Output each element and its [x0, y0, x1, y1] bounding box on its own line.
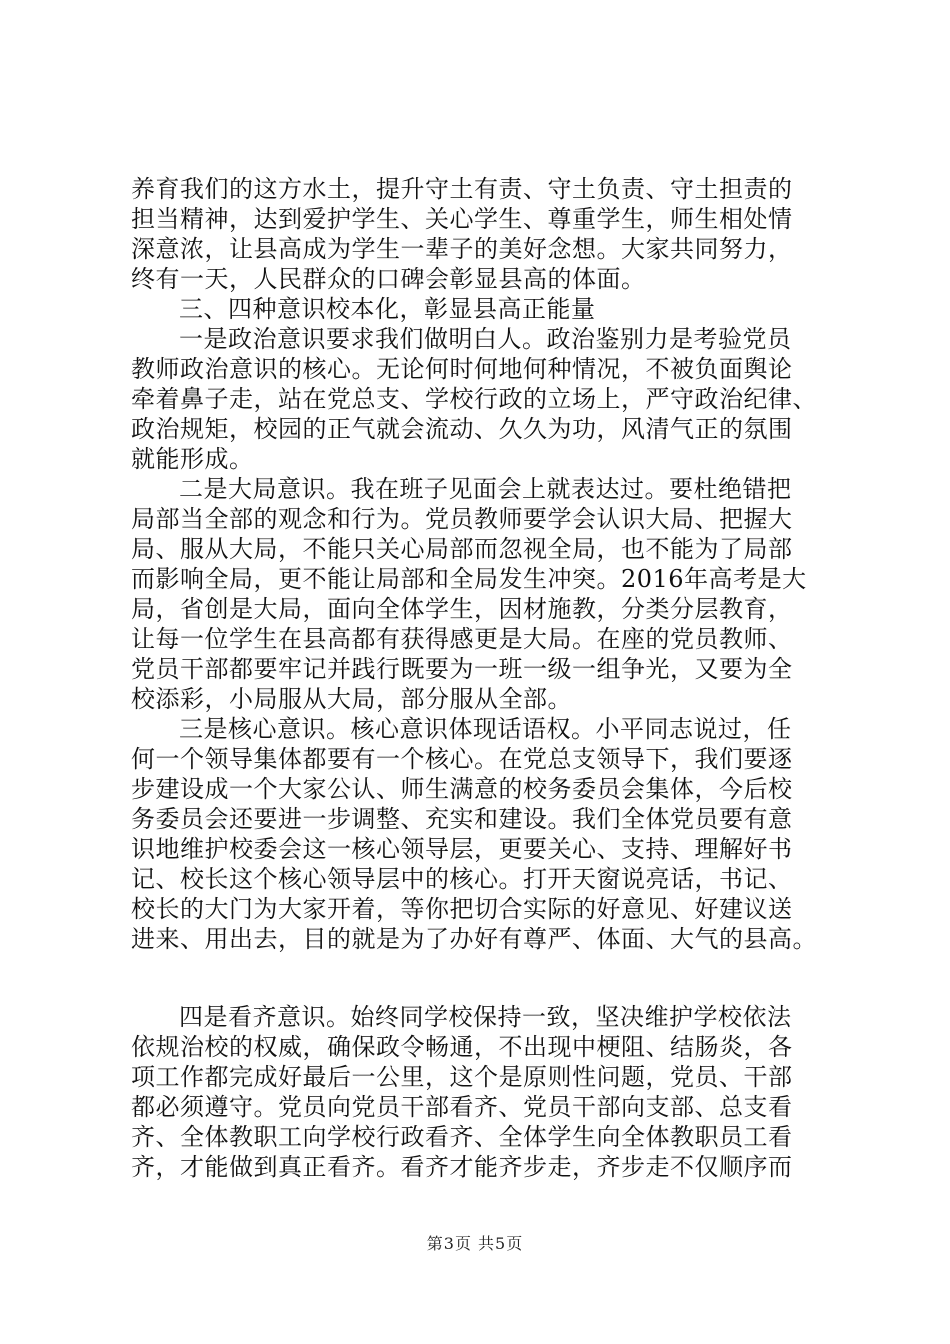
- paragraph-alignment-awareness: [131, 1002, 831, 1182]
- paragraph-continuation: [131, 174, 831, 294]
- text-line: 务委员会还要进一步调整、充实和建设。我们全体党员要有意: [131, 805, 793, 833]
- text-line: 齐，才能做到真正看齐。看齐才能齐步走，齐步走不仅顺序而: [131, 1153, 793, 1181]
- paragraph-overall-awareness: [131, 474, 831, 714]
- text-line: 校添彩，小局服从大局，部分服从全部。: [131, 685, 572, 713]
- heading-line: 三、四种意识校本化，彰显县高正能量: [179, 295, 596, 323]
- page-number-label: 第3页 共5页: [426, 1234, 524, 1253]
- text-line: 都必须遵守。党员向党员干部看齐、党员干部向支部、总支看: [131, 1093, 793, 1121]
- text-line: 二是大局意识。我在班子见面会上就表达过。要杜绝错把: [179, 475, 792, 503]
- section-heading: [131, 294, 831, 324]
- document-body: [131, 174, 831, 1182]
- text-line: 就能形成。: [131, 445, 254, 473]
- text-line: 三是核心意识。核心意识体现话语权。小平同志说过，任: [179, 715, 792, 743]
- text-line: 养育我们的这方水土，提升守土有责、守土负责、守土担责的: [131, 175, 793, 203]
- text-line: 项工作都完成好最后一公里，这个是原则性问题，党员、干部: [131, 1063, 793, 1091]
- text-line: 而影响全局，更不能让局部和全局发生冲突。2016年高考是大: [131, 565, 807, 593]
- text-line: 记、校长这个核心领导层中的核心。打开天窗说亮话，书记、: [131, 865, 793, 893]
- text-line: 四是看齐意识。始终同学校保持一致，坚决维护学校依法: [179, 1003, 792, 1031]
- text-line: 校长的大门为大家开着，等你把切合实际的好意见、好建议送: [131, 895, 793, 923]
- text-line: 何一个领导集体都要有一个核心。在党总支领导下，我们要逐: [131, 745, 793, 773]
- text-line: 局部当全部的观念和行为。党员教师要学会认识大局、把握大: [131, 505, 793, 533]
- text-line: 牵着鼻子走，站在党总支、学校行政的立场上，严守政治纪律、: [131, 385, 817, 413]
- text-line: 党员干部都要牢记并践行既要为一班一级一组争光，又要为全: [131, 655, 793, 683]
- text-line: 局、服从大局，不能只关心局部而忽视全局，也不能为了局部: [131, 535, 793, 563]
- text-line: 担当精神，达到爱护学生、关心学生、尊重学生，师生相处情: [131, 205, 793, 233]
- text-line: 深意浓，让县高成为学生一辈子的美好念想。大家共同努力，: [131, 235, 793, 263]
- text-line: 局，省创是大局，面向全体学生，因材施教，分类分层教育，: [131, 595, 793, 623]
- text-line: 识地维护校委会这一核心领导层，更要关心、支持、理解好书: [131, 835, 793, 863]
- text-line: 齐、全体教职工向学校行政看齐、全体学生向全体教职员工看: [131, 1123, 793, 1151]
- text-line: 终有一天，人民群众的口碑会彰显县高的体面。: [131, 265, 646, 293]
- text-line: 一是政治意识要求我们做明白人。政治鉴别力是考验党员: [179, 325, 792, 353]
- text-line: 进来、用出去，目的就是为了办好有尊严、体面、大气的县高。: [131, 925, 817, 953]
- paragraph-core-awareness: [131, 714, 831, 954]
- text-line: 步建设成一个大家公认、师生满意的校务委员会集体，今后校: [131, 775, 793, 803]
- text-line: 依规治校的权威，确保政令畅通，不出现中梗阻、结肠炎，各: [131, 1033, 793, 1061]
- text-line: 政治规矩，校园的正气就会流动、久久为功，风清气正的氛围: [131, 415, 793, 443]
- text-line: 教师政治意识的核心。无论何时何地何种情况，不被负面舆论: [131, 355, 793, 383]
- page-footer: [0, 1234, 950, 1254]
- text-line: 让每一位学生在县高都有获得感更是大局。在座的党员教师、: [131, 625, 793, 653]
- paragraph-spacer: [131, 954, 831, 1002]
- paragraph-political-awareness: [131, 324, 831, 474]
